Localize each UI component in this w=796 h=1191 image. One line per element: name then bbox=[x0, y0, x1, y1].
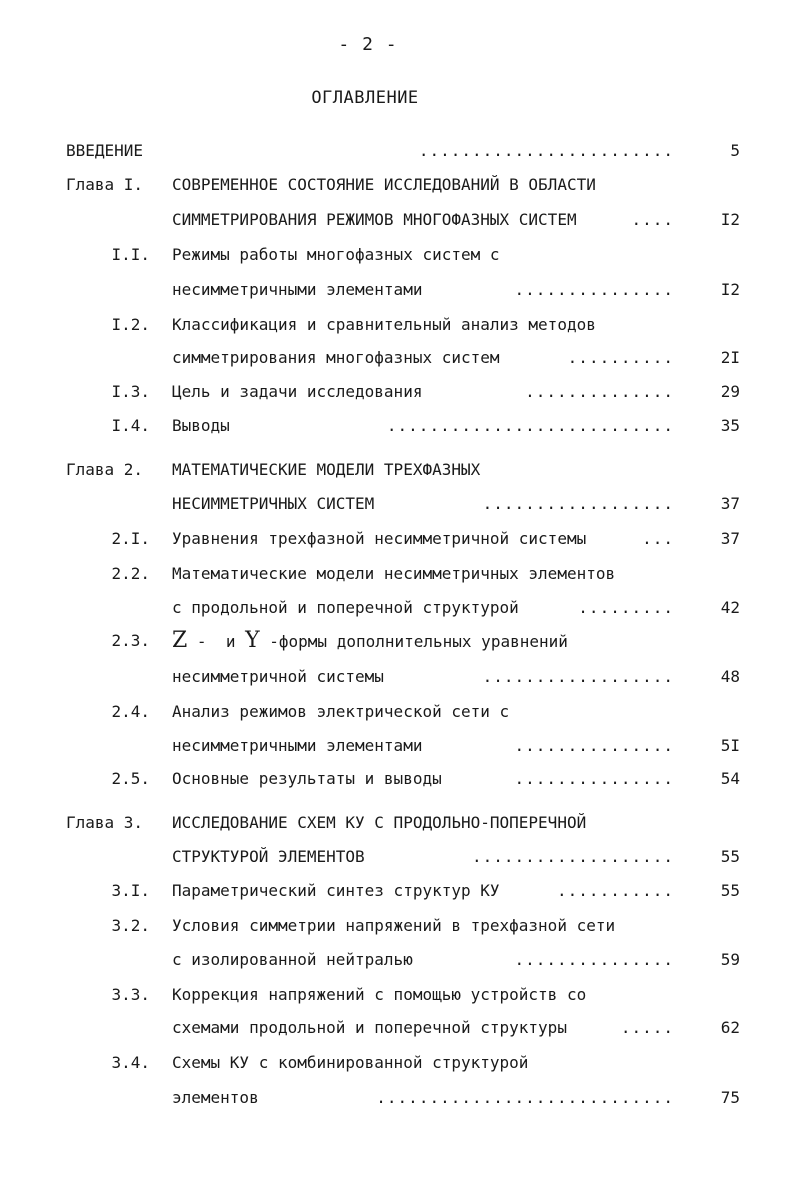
toc-entry-1-4[interactable] bbox=[0, 413, 796, 439]
section-number: I.4. bbox=[111, 416, 150, 435]
leader-dots: ............................ bbox=[376, 1088, 674, 1107]
toc-title: симметрирования многофазных систем bbox=[172, 348, 500, 367]
toc-entry-ch1[interactable] bbox=[0, 172, 796, 198]
leader-dots: ............... bbox=[514, 280, 674, 299]
toc-entry-2-2-cont[interactable] bbox=[0, 595, 796, 621]
toc-page: 2I bbox=[720, 348, 740, 367]
toc-entry-3-1[interactable] bbox=[0, 878, 796, 904]
toc-entry-1-1[interactable] bbox=[0, 242, 796, 268]
section-number: 3.I. bbox=[111, 881, 150, 900]
toc-entry-3-4-cont[interactable] bbox=[0, 1085, 796, 1111]
leader-dots: ........................... bbox=[386, 416, 674, 435]
z-symbol: Z bbox=[172, 628, 188, 653]
toc-page: 55 bbox=[720, 881, 740, 900]
toc-entry-2-2[interactable] bbox=[0, 561, 796, 587]
toc-entry-3-2[interactable] bbox=[0, 913, 796, 939]
page-title: ОГЛАВЛЕНИЕ bbox=[311, 88, 419, 108]
toc-title: несимметричной системы bbox=[172, 667, 384, 686]
toc-title: несимметричными элементами bbox=[172, 280, 423, 299]
toc-page: 37 bbox=[720, 529, 740, 548]
toc-title: с изолированной нейтралью bbox=[172, 950, 413, 969]
toc-entry-ch1-cont[interactable] bbox=[0, 207, 796, 233]
toc-title: ИССЛЕДОВАНИЕ СХЕМ КУ С ПРОДОЛЬНО-ПОПЕРЕЧНОЙ bbox=[172, 813, 587, 832]
toc-entry-1-2-cont[interactable] bbox=[0, 345, 796, 371]
toc-title: СОВРЕМЕННОЕ СОСТОЯНИЕ ИССЛЕДОВАНИЙ В ОБЛАСТИ bbox=[172, 175, 596, 194]
toc-title: Классификация и сравнительный анализ методов bbox=[172, 315, 596, 334]
toc-title: НЕСИММЕТРИЧНЫХ СИСТЕМ bbox=[172, 494, 375, 513]
toc-entry-ch3-cont[interactable] bbox=[0, 844, 796, 870]
leader-dots: .............. bbox=[525, 382, 674, 401]
toc-title: Коррекция напряжений с помощью устройств со bbox=[172, 985, 587, 1004]
toc-title: Математические модели несимметричных элементов bbox=[172, 564, 616, 583]
toc-entry-1-1-cont[interactable] bbox=[0, 277, 796, 303]
toc-entry-1-2[interactable] bbox=[0, 312, 796, 338]
toc-page: 29 bbox=[720, 382, 740, 401]
toc-entry-3-2-cont[interactable] bbox=[0, 947, 796, 973]
chapter-number: Глава I. bbox=[66, 175, 144, 194]
leader-dots: ... bbox=[642, 529, 674, 548]
toc-page: 75 bbox=[720, 1088, 740, 1107]
section-number: I.3. bbox=[111, 382, 150, 401]
leader-dots: ............... bbox=[514, 736, 674, 755]
section-number: I.2. bbox=[111, 315, 150, 334]
chapter-number: Глава 3. bbox=[66, 813, 144, 832]
section-number: 2.5. bbox=[111, 769, 150, 788]
toc-entry-1-3[interactable] bbox=[0, 379, 796, 405]
leader-dots: .......... bbox=[567, 348, 674, 367]
section-number: 2.I. bbox=[111, 529, 150, 548]
toc-entry-ch2[interactable] bbox=[0, 457, 796, 483]
chapter-number: Глава 2. bbox=[66, 460, 144, 479]
toc-title: Уравнения трехфазной несимметричной системы bbox=[172, 529, 587, 548]
section-number: 3.2. bbox=[111, 916, 150, 935]
toc-entry-ch2-cont[interactable] bbox=[0, 491, 796, 517]
toc-page: 42 bbox=[720, 598, 740, 617]
toc-title: СИММЕТРИРОВАНИЯ РЕЖИМОВ МНОГОФАЗНЫХ СИСТЕМ bbox=[172, 210, 577, 229]
toc-entry-3-3[interactable] bbox=[0, 982, 796, 1008]
toc-title: Схемы КУ с комбинированной структурой bbox=[172, 1053, 529, 1072]
toc-page: 35 bbox=[720, 416, 740, 435]
section-number: 3.4. bbox=[111, 1053, 150, 1072]
toc-page: 5I bbox=[720, 736, 740, 755]
toc-title-rest: -формы дополнительных уравнений bbox=[259, 632, 568, 651]
leader-dots: ........................ bbox=[418, 141, 674, 160]
toc-page: 5 bbox=[730, 141, 740, 160]
section-number: 2.2. bbox=[111, 564, 150, 583]
section-number: 3.3. bbox=[111, 985, 150, 1004]
z-y-connector: - и bbox=[187, 632, 246, 651]
toc-title: с продольной и поперечной структурой bbox=[172, 598, 519, 617]
toc-page: 62 bbox=[720, 1018, 740, 1037]
toc-page: 37 bbox=[720, 494, 740, 513]
toc-title: СТРУКТУРОЙ ЭЛЕМЕНТОВ bbox=[172, 847, 365, 866]
toc-label: ВВЕДЕНИЕ bbox=[66, 141, 144, 160]
toc-title: Параметрический синтез структур КУ bbox=[172, 881, 500, 900]
leader-dots: ............... bbox=[514, 769, 674, 788]
toc-page: I2 bbox=[720, 280, 740, 299]
toc-entry-2-3-cont[interactable] bbox=[0, 664, 796, 690]
toc-title: элементов bbox=[172, 1088, 259, 1107]
toc-title: МАТЕМАТИЧЕСКИЕ МОДЕЛИ ТРЕХФАЗНЫХ bbox=[172, 460, 481, 479]
toc-page: I2 bbox=[720, 210, 740, 229]
toc-entry-ch3[interactable] bbox=[0, 810, 796, 836]
leader-dots: .... bbox=[631, 210, 674, 229]
toc-entry-2-5[interactable] bbox=[0, 766, 796, 792]
leader-dots: ........... bbox=[557, 881, 674, 900]
toc-title: Условия симметрии напряжений в трехфазной сети bbox=[172, 916, 616, 935]
toc-entry-intro[interactable] bbox=[0, 138, 796, 164]
section-number: 2.4. bbox=[111, 702, 150, 721]
section-number: 2.3. bbox=[111, 631, 150, 650]
leader-dots: ......... bbox=[578, 598, 674, 617]
toc-title: Основные результаты и выводы bbox=[172, 769, 442, 788]
toc-page: 55 bbox=[720, 847, 740, 866]
section-number: I.I. bbox=[111, 245, 150, 264]
toc-title: Анализ режимов электрической сети с bbox=[172, 702, 510, 721]
toc-entry-3-4[interactable] bbox=[0, 1050, 796, 1076]
toc-title: Режимы работы многофазных систем с bbox=[172, 245, 500, 264]
toc-entry-2-1[interactable] bbox=[0, 526, 796, 552]
toc-title: схемами продольной и поперечной структуры bbox=[172, 1018, 567, 1037]
toc-title bbox=[172, 628, 568, 655]
leader-dots: ................... bbox=[471, 847, 674, 866]
toc-entry-2-4-cont[interactable] bbox=[0, 733, 796, 759]
toc-entry-2-4[interactable] bbox=[0, 699, 796, 725]
leader-dots: ............... bbox=[514, 950, 674, 969]
y-symbol: Y bbox=[245, 628, 260, 653]
leader-dots: ..... bbox=[620, 1018, 674, 1037]
toc-entry-3-3-cont[interactable] bbox=[0, 1015, 796, 1041]
toc-page: 59 bbox=[720, 950, 740, 969]
toc-title: Цель и задачи исследования bbox=[172, 382, 423, 401]
toc-page: 48 bbox=[720, 667, 740, 686]
toc-page: 54 bbox=[720, 769, 740, 788]
toc-entry-2-3[interactable] bbox=[0, 628, 796, 654]
page-number: - 2 - bbox=[338, 34, 398, 55]
toc-title: несимметричными элементами bbox=[172, 736, 423, 755]
leader-dots: .................. bbox=[482, 667, 674, 686]
toc-title: Выводы bbox=[172, 416, 230, 435]
leader-dots: .................. bbox=[482, 494, 674, 513]
